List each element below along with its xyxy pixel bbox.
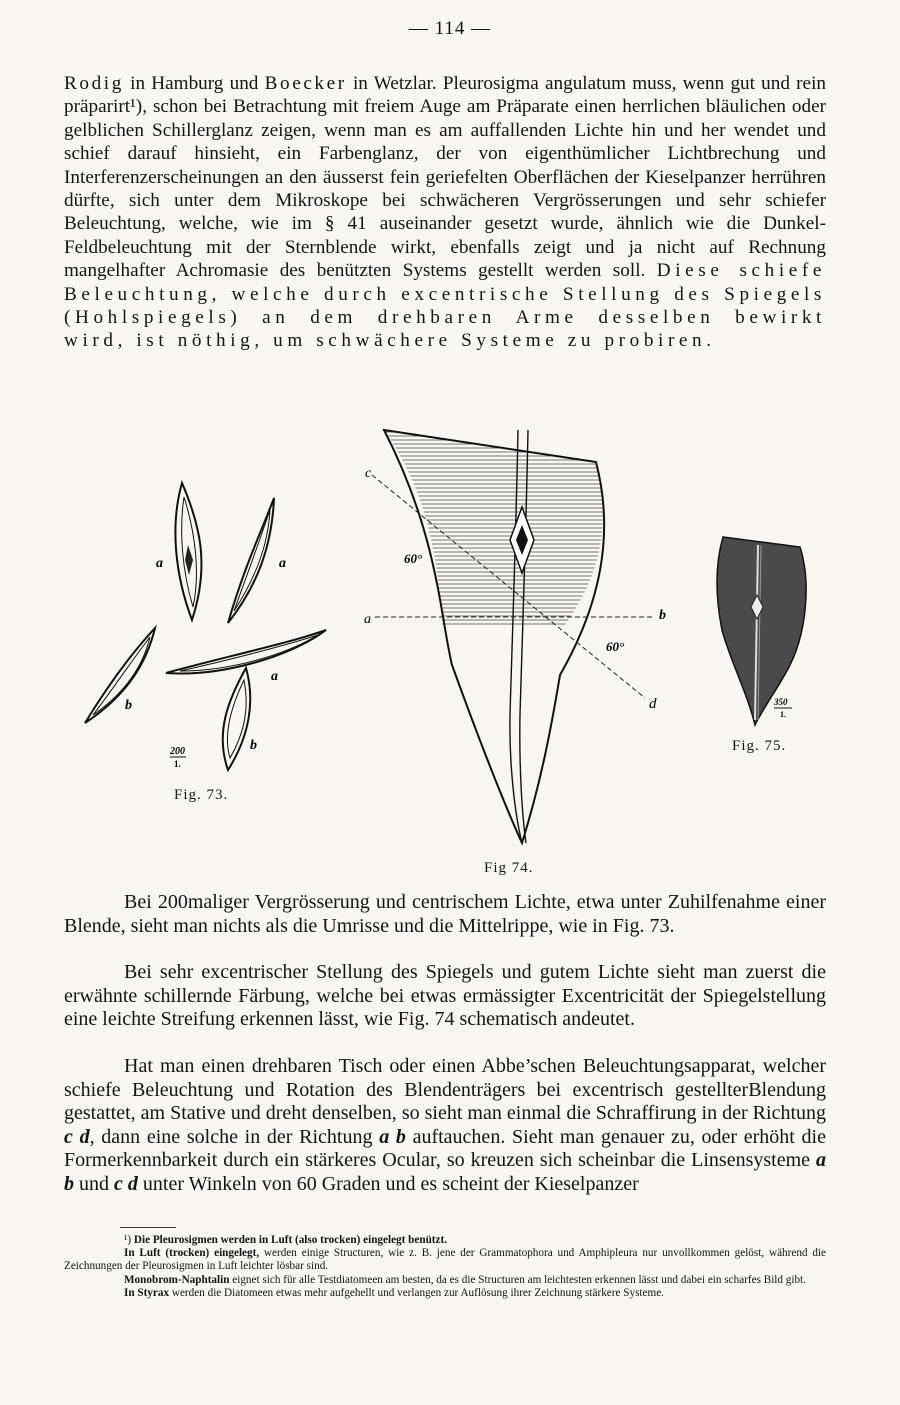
footnote-1-text: Die Pleurosigmen werden in Luft (also trocken) eingelegt benützt. [131, 1234, 448, 1246]
page-number: — 114 — [408, 18, 492, 39]
fig75-scale-numerator: 350 [774, 697, 788, 707]
footnotes [64, 1234, 826, 1300]
paragraph-fig73: Bei 200maliger Vergrösserung und centrischem Lichte, etwa unter Zuhilfenahme einer Blende, sieht man nichts als die Umrisse und die Mittelrippe, wie in Fig. 73. [64, 891, 826, 937]
footnote-4-lead: In Styrax [124, 1286, 170, 1299]
footnote-divider [120, 1227, 176, 1228]
fig73-scale-denominator: 1. [174, 759, 181, 769]
fig74-caption: Fig 74. [484, 860, 534, 876]
fig74-label-a: a [364, 612, 371, 627]
rotation-letter-b: b [64, 1172, 74, 1195]
footnote-2 [64, 1247, 826, 1273]
fig74-label-d: d [649, 696, 657, 712]
paragraph-intro-text-b: in Wetzlar. Pleurosigma angulatum muss, wenn gut und rein präparirt¹), schon bei Betrachtung mit freiem Auge am Präparate einen herrlichen bläulichen oder gelblichen Schillerglanz zeigen, wenn man es am auffallenden Lichte hin und her wendet und schief darauf hinsieht, ein Farbenglanz, der von eigenthümlicher Lichtbrechung und Interferenzerscheinungen an den äusserst fein geriefelten Oberflächen der Kieselpanzer herrühren dürfte, sich unter dem Mikroskope bei schwächeren Vergrösserungen und sehr schiefer Beleuchtung, welche, wie im § 41 auseinander gesetzt wurde, ähnlich wie die Dunkel-Feldbeleuchtung mit der Sternblende wirkt, ebenfalls zeigt und ja nicht auf Rechnung mangelhafter Achromasie des benützten Systems gestellt werden soll. [64, 73, 826, 282]
paragraph-fig74: Bei sehr excentrischer Stellung des Spiegels und gutem Lichte sieht man zuerst die erwähnte schillernde Färbung, welche bei etwas ermässigter Excentricität der Spiegelstellung eine leichte Streifung erkennen lässt, wie Fig. 74 schematisch andeutet. [64, 961, 826, 1031]
paragraph-intro [64, 72, 826, 353]
rotation-letter-c: c [114, 1172, 123, 1195]
footnote-4 [64, 1287, 826, 1300]
footnote-2-lead: In Luft (trocken) eingelegt, [124, 1247, 260, 1260]
fig75-scale-denominator: 1. [780, 710, 786, 719]
fig73-label-b-lower: b [250, 738, 257, 753]
fig73-scale-numerator: 200 [170, 746, 185, 757]
fig75-caption: Fig. 75. [732, 738, 787, 754]
fig75-diatom [717, 537, 806, 725]
fig73-label-a-right: a [279, 556, 286, 571]
paragraph-rotation [64, 1055, 826, 1197]
footnote-4-text: werden die Diatomeen etwas mehr aufgehellt und verlangen zur Auflösung ihrer Zeichnung stärkere Systeme. [169, 1286, 664, 1299]
rotation-text-b: , dann eine solche in der Richtung [89, 1125, 380, 1148]
fig74-label-c: c [365, 466, 372, 481]
rotation-text-c: auftauchen. Sieht man genauer zu, oder erhöht die Formerkennbarkeit durch ein stärkeres Ocular, so kreuzen sich scheinbar die Linsensysteme [64, 1125, 826, 1172]
rotation-letter-d: d [127, 1172, 138, 1195]
fig74-label-b: b [659, 608, 666, 623]
rotation-direction-ab: a b [379, 1125, 406, 1148]
author-name-rodig: Rodig [64, 73, 124, 94]
footnote-3-lead: Monobrom-Naphtalin [124, 1273, 230, 1286]
fig74-diatom [384, 430, 604, 843]
figures-area [60, 415, 840, 875]
author-name-boecker: Boecker [264, 73, 347, 94]
rotation-direction-cd: c d [64, 1125, 90, 1148]
paragraph-intro-emphasis: Diese schiefe Beleuchtung, welche durch excentrische Stellung des Spiegels (Hohlspiegels) an dem drehbaren Arme desselben bewirkt wird, ist nöthig, um schwächere Systeme zu probiren. [64, 260, 826, 352]
fig73-label-a-middle: a [271, 669, 278, 684]
fig74-angle-lower: 60° [606, 639, 625, 654]
footnote-1-marker: ¹) [124, 1234, 132, 1246]
footnote-3-text: eignet sich für alle Testdiatomeen am besten, da es die Structuren am leichtesten erkennen lässt und dabei ein scharfes Bild gibt. [229, 1273, 807, 1286]
footnote-3 [64, 1274, 826, 1287]
rotation-letter-a: a [816, 1149, 826, 1172]
footnote-2-text: werden einige Structuren, wie z. B. jene der Grammatophora und Amphipleura nur unvollkommen gelöst, während die Zeichnungen der Pleurosigmen in Luft leichter lösbar sind. [64, 1247, 826, 1273]
rotation-text-d: unter Winkeln von 60 Graden und es scheint der Kieselpanzer [137, 1172, 639, 1195]
paragraph-intro-text-a: in Hamburg und [123, 73, 265, 94]
fig74-angle-upper: 60° [404, 551, 423, 566]
rotation-text-und: und [74, 1172, 114, 1195]
footnote-1 [64, 1234, 826, 1247]
figures-illustration [60, 415, 840, 875]
fig73-caption: Fig. 73. [174, 787, 229, 803]
rotation-text-a: Hat man einen drehbaren Tisch oder einen Abbe’schen Beleuchtungsapparat, welcher schiefe Beleuchtung und Rotation des Blendenträgers bei excentrisch gestellterBlendung gestattet, am Stative und dreht denselben, so sieht man einmal die Schraffirung in der Richtung [64, 1055, 826, 1125]
fig73-diatoms [85, 483, 326, 770]
fig73-label-b-left: b [125, 698, 132, 713]
fig73-label-a-left: a [156, 556, 163, 571]
